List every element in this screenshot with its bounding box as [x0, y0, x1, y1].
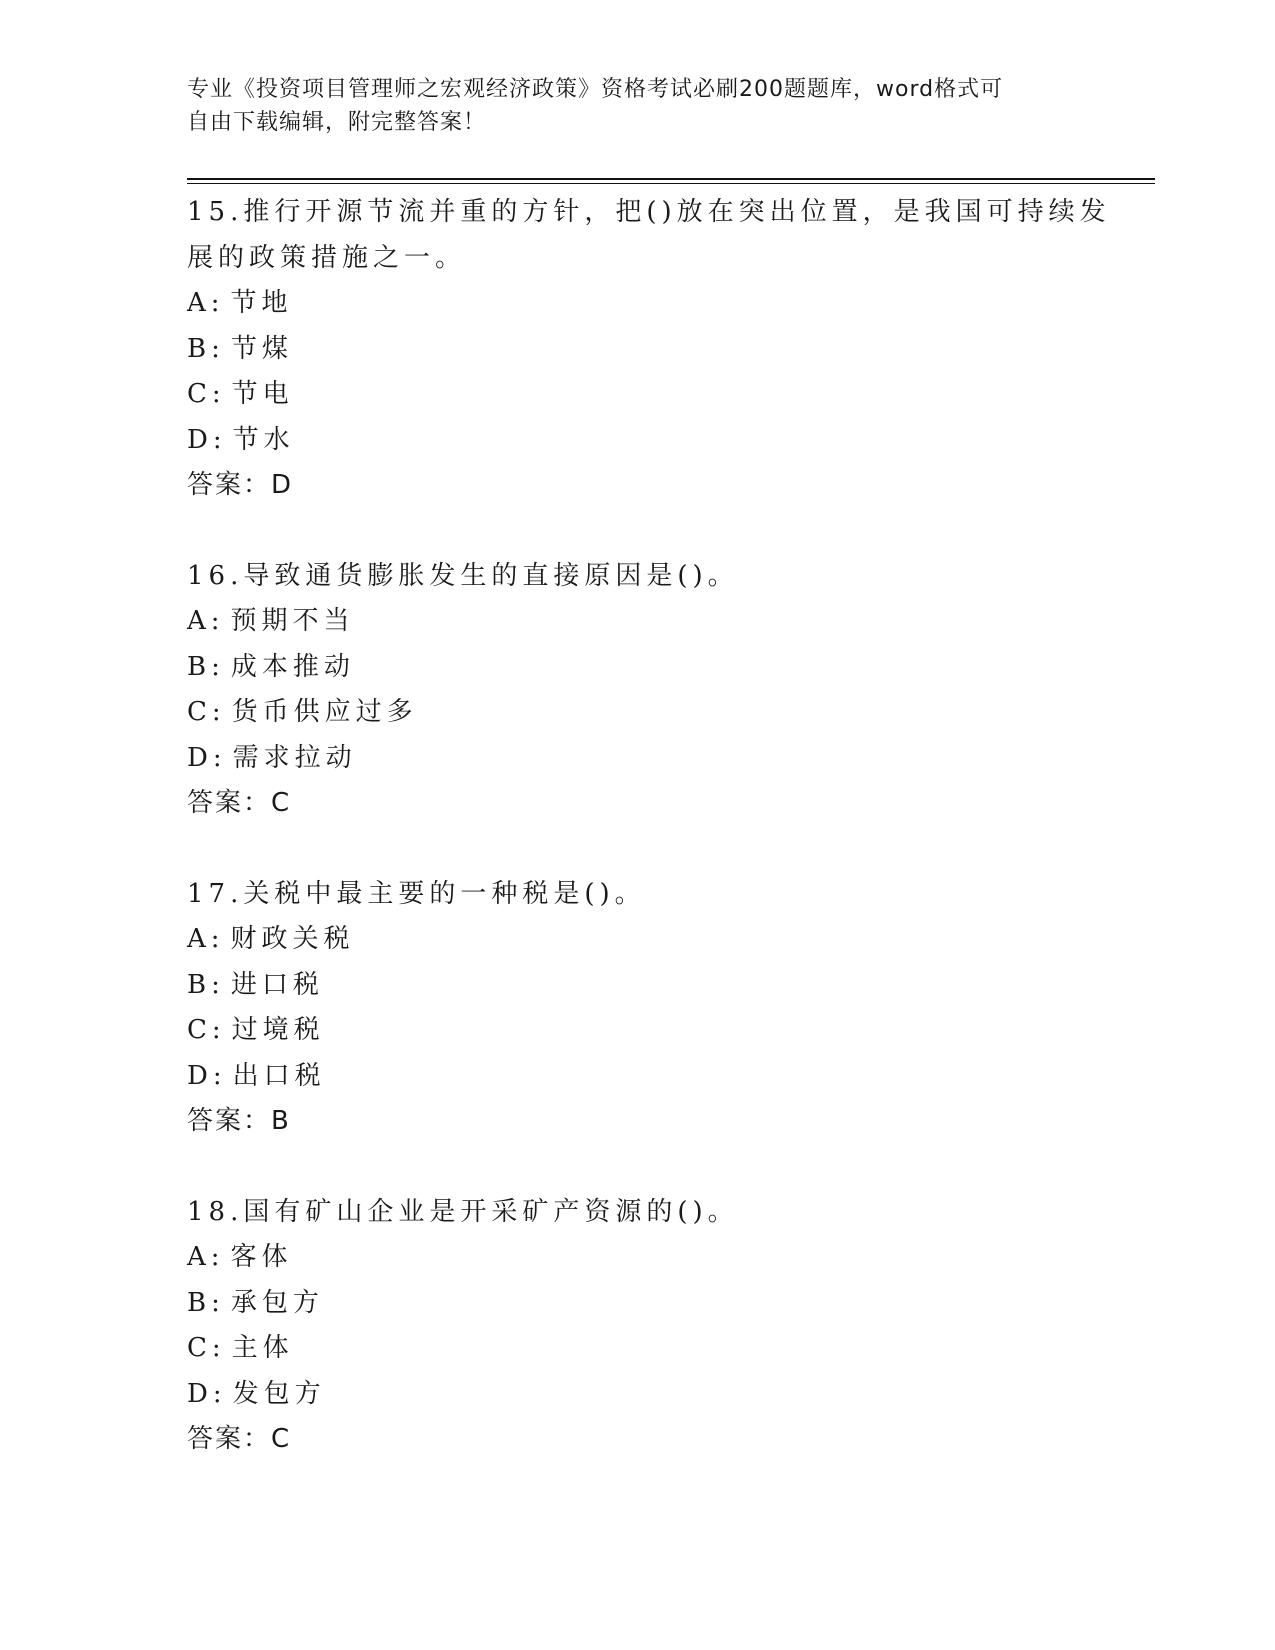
option-letter: C:	[187, 697, 226, 727]
option-letter: C:	[187, 1015, 226, 1045]
question-17	[187, 872, 1127, 1145]
option-letter: A:	[187, 1242, 225, 1272]
option-b	[187, 645, 1127, 691]
option-text: 节水	[232, 424, 295, 455]
question-text: 16.导致通货膨胀发生的直接原因是()。	[187, 560, 739, 591]
option-b	[187, 963, 1127, 1009]
header-divider-thin	[187, 183, 1155, 184]
option-letter: B:	[187, 333, 225, 364]
option-a	[187, 599, 1127, 645]
option-text: 财政关税	[230, 924, 355, 954]
option-c	[187, 1326, 1127, 1372]
option-text: 预期不当	[230, 606, 355, 636]
answer-line: 答案：B	[187, 1106, 291, 1136]
option-text: 承包方	[230, 1287, 324, 1318]
option-d	[187, 736, 1127, 782]
option-text: 需求拉动	[232, 742, 357, 773]
option-c	[187, 372, 1127, 418]
option-letter: D:	[187, 742, 227, 773]
option-letter: D:	[187, 1378, 227, 1409]
option-text: 节电	[231, 379, 294, 409]
option-c	[187, 690, 1127, 736]
option-text: 出口税	[232, 1060, 326, 1091]
question-text: 18.国有矿山企业是开采矿产资源的()。	[187, 1196, 739, 1227]
option-letter: D:	[187, 1060, 227, 1091]
option-d	[187, 1054, 1127, 1100]
question-16	[187, 554, 1127, 827]
option-text: 货币供应过多	[231, 697, 418, 727]
option-letter: A:	[187, 924, 225, 954]
option-letter: C:	[187, 379, 226, 409]
header-line-1: 专业《投资项目管理师之宏观经济政策》资格考试必刷200题题库，word格式可	[187, 77, 1004, 102]
option-letter: A:	[187, 606, 225, 636]
option-letter: B:	[187, 651, 225, 682]
option-a	[187, 1235, 1127, 1281]
header-divider-thick	[187, 178, 1155, 180]
question-text: 17.关税中最主要的一种税是()。	[187, 878, 646, 909]
option-text: 客体	[230, 1242, 293, 1272]
answer-line: 答案：C	[187, 788, 292, 818]
document-header	[187, 73, 1067, 139]
option-letter: B:	[187, 1287, 225, 1318]
question-text: 15.推行开源节流并重的方针，把()放在突出位置，是我国可持续发展的政策措施之一。	[187, 197, 1111, 273]
option-letter: A:	[187, 288, 225, 318]
option-b	[187, 1281, 1127, 1327]
answer-line: 答案：C	[187, 1424, 292, 1454]
option-b	[187, 327, 1127, 373]
header-line-2: 自由下载编辑，附完整答案！	[187, 110, 487, 135]
option-text: 节煤	[230, 333, 293, 364]
question-18	[187, 1190, 1127, 1463]
option-d	[187, 418, 1127, 464]
option-letter: D:	[187, 424, 227, 455]
option-c	[187, 1008, 1127, 1054]
option-letter: C:	[187, 1333, 226, 1363]
option-text: 发包方	[232, 1378, 326, 1409]
option-text: 过境税	[231, 1015, 325, 1045]
option-d	[187, 1372, 1127, 1418]
question-15	[187, 190, 1127, 509]
option-a	[187, 281, 1127, 327]
question-list	[187, 190, 1127, 1508]
option-a	[187, 917, 1127, 963]
option-text: 进口税	[230, 969, 324, 1000]
option-text: 成本推动	[230, 651, 355, 682]
option-letter: B:	[187, 969, 225, 1000]
answer-line: 答案：D	[187, 470, 294, 500]
option-text: 节地	[230, 288, 293, 318]
option-text: 主体	[231, 1333, 294, 1363]
